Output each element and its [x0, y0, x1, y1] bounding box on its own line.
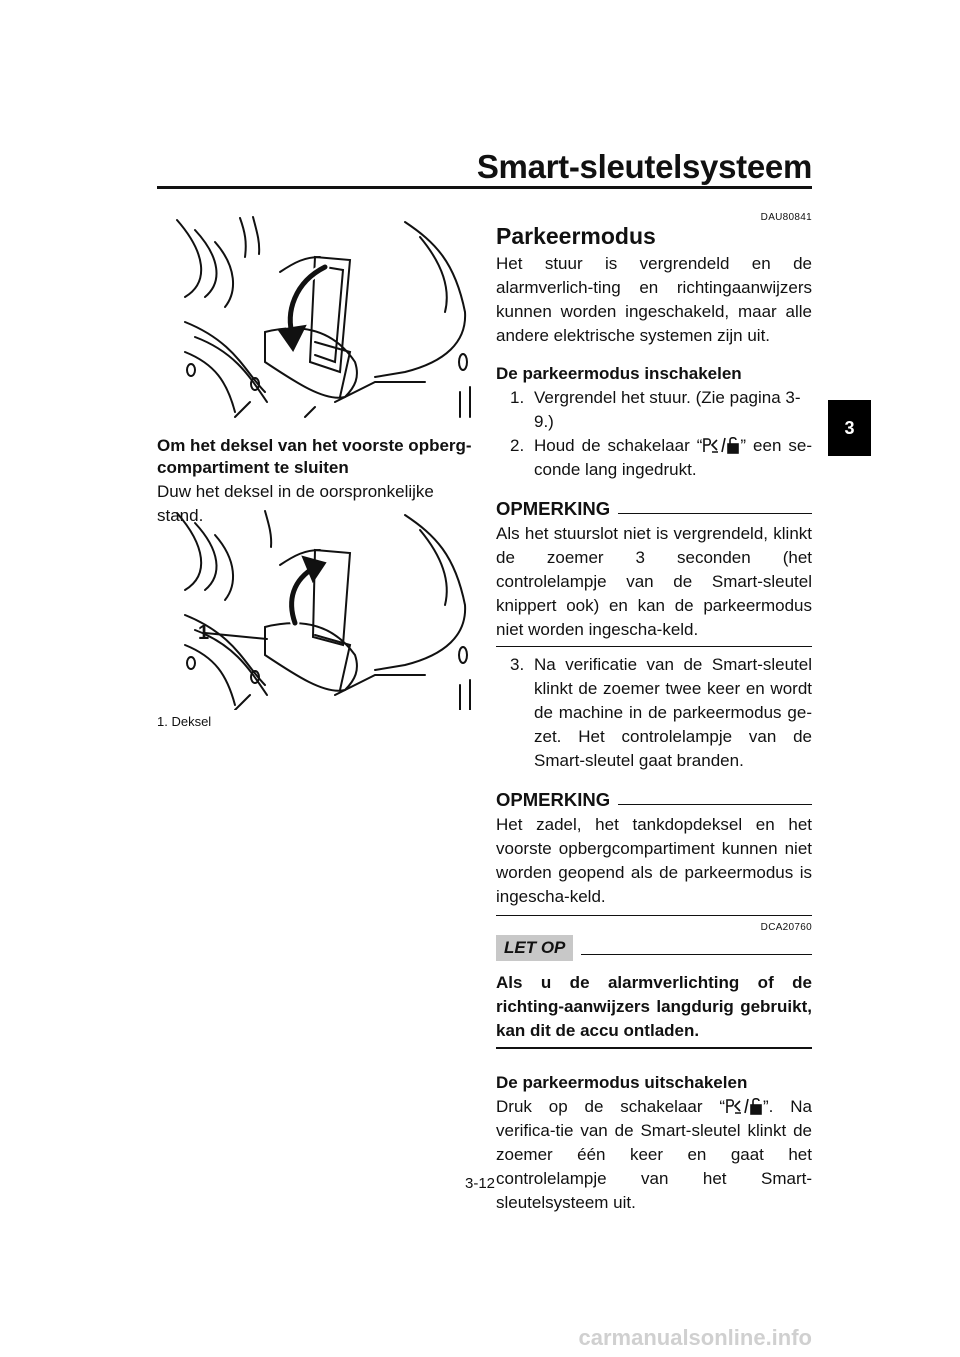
step-3 [496, 653, 812, 773]
right-column [496, 212, 812, 1215]
note-label-1: OPMERKING [496, 498, 611, 519]
chapter-tab[interactable]: 3 [828, 400, 871, 456]
step-2-text-end: ” een se-conde lang ingedrukt. [534, 436, 813, 479]
disable-subheading: De parkeermodus uitschakelen [496, 1072, 748, 1092]
note-text-2: Het zadel, het tankdopdeksel en het voorste opbergcompartiment kunnen niet worden geopend als de parkeermodus is ingescha-keld. [496, 815, 812, 906]
note-heading-2 [496, 789, 812, 811]
section-code: DAU80841 [760, 212, 812, 223]
disable-text [496, 1095, 812, 1215]
note-label-2: OPMERKING [496, 789, 611, 810]
section-intro: Het stuur is vergrendeld en de alarmverlich-ting en richtingaanwijzers kunnen worden ingeschakeld, maar alle andere elektrische systemen zijn uit. [496, 254, 812, 345]
figure-callout-number: 1 [198, 622, 210, 644]
parking-lock-icon [702, 436, 740, 454]
figure-cover-open-illustration [175, 212, 475, 418]
step-1-text: Vergrendel het stuur. (Zie pagina 3-9.) [534, 388, 801, 431]
note-text-1: Als het stuurslot niet is vergrendeld, klinkt de zoemer 3 seconden (het controlelampje van de Smart-sleutel knippert ook) en kan de parkeermodus niet worden ingescha-keld. [496, 524, 812, 639]
close-cover-instruction: Duw het deksel in de oorspronkelijke stand. [157, 482, 434, 525]
caution-header [496, 935, 812, 961]
page-number: 3-12 [464, 1175, 496, 1192]
step-2-number: 2. [510, 436, 525, 455]
footer-watermark-link[interactable]: carmanualsonline.info [578, 1325, 812, 1350]
disable-text-end: ”. Na verifica-tie van de Smart-sleutel klinkt de zoemer één keer en gaat het controlelampje van het Smart-sleutelsysteem uit. [496, 1096, 812, 1212]
close-cover-heading: Om het deksel van het voorste opberg-compartiment te sluiten [157, 436, 472, 477]
figure-cover-close-illustration [175, 505, 475, 710]
section-heading: Parkeermodus [496, 223, 656, 249]
enable-subheading: De parkeermodus inschakelen [496, 364, 742, 383]
step-1 [496, 386, 812, 434]
step-3-number: 3. [510, 655, 525, 674]
caution-text: Als u de alarmverlichting of de richting-aanwijzers langdurig gebruikt, kan dit de accu ontladen. [496, 973, 812, 1040]
step-2-text-start: Houd de schakelaar “ [534, 436, 703, 455]
step-1-number: 1. [510, 388, 525, 407]
step-2 [496, 434, 812, 482]
caution-tag: LET OP [496, 935, 573, 961]
note-rule-1 [496, 646, 812, 647]
note-rule-2 [496, 915, 812, 916]
caution-code: DCA20760 [760, 922, 812, 933]
disable-text-start: Druk op de schakelaar “ [496, 1096, 726, 1116]
step-3-text: Na verificatie van de Smart-sleutel klinkt de zoemer twee keer en wordt de machine in de parkeermodus ge-zet. Het controlelampje van de Smart-sleutel gaat branden. [534, 655, 812, 770]
step-2-text [534, 434, 812, 482]
note-heading-1 [496, 498, 812, 520]
title-rule [157, 186, 812, 189]
page-title: Smart-sleutelsysteem [476, 148, 812, 185]
figure-caption: 1. Deksel [157, 714, 212, 729]
caution-rule [496, 1047, 812, 1049]
parking-lock-icon [725, 1097, 763, 1115]
